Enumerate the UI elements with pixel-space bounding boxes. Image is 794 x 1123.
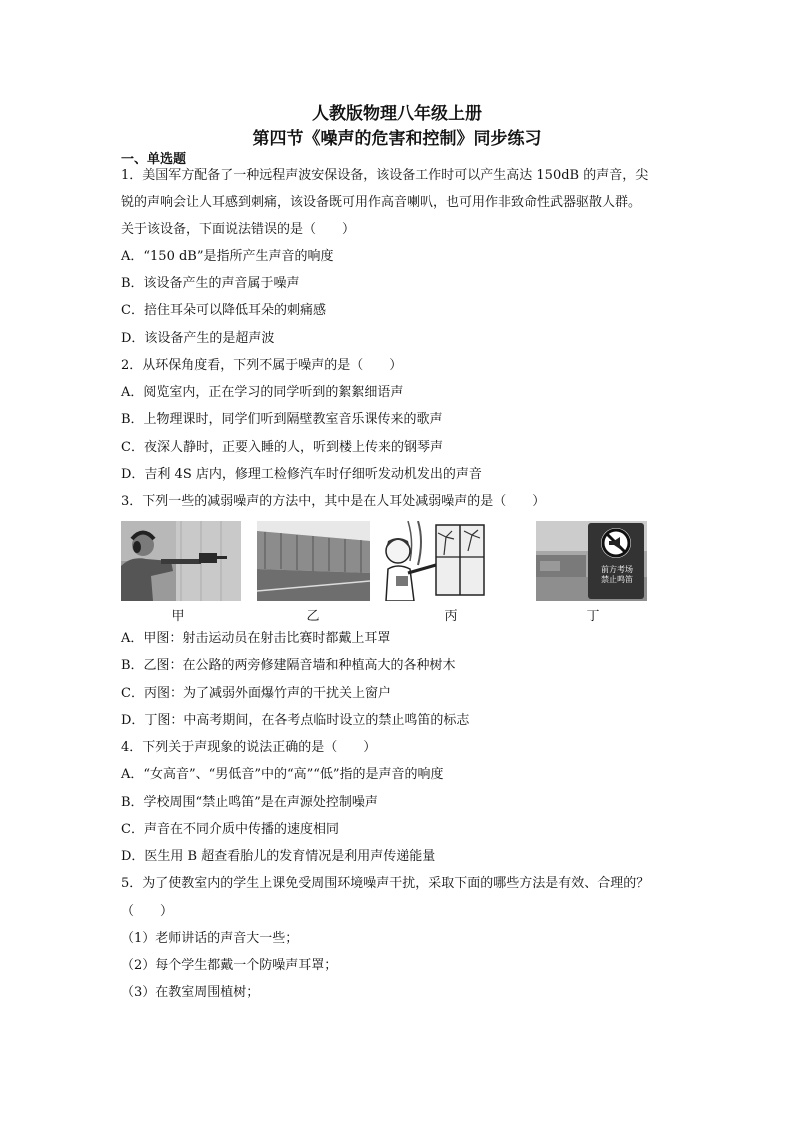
q3-option-d: D．丁图：中高考期间，在各考点临时设立的禁止鸣笛的标志 xyxy=(121,713,470,728)
q5-item-2: （2）每个学生都戴一个防噪声耳罩； xyxy=(121,958,338,973)
q5-item-1: （1）老师讲话的声音大一些； xyxy=(121,931,299,946)
q1-stem-line-3: 关于该设备，下面说法错误的是（ ） xyxy=(121,222,356,237)
q5-item-3: （3）在教室周围植树； xyxy=(121,985,260,1000)
caption-ding: 丁 xyxy=(586,609,600,624)
q1-option-b: B．该设备产生的声音属于噪声 xyxy=(121,276,300,291)
q5-stem: 5．为了使教室内的学生上课免受周围环境噪声干扰，采取下面的哪些方法是有效、合理的？ xyxy=(121,876,650,891)
sign-text xyxy=(594,565,640,585)
q2-stem: 2．从环保角度看，下列不属于噪声的是（ ） xyxy=(121,358,403,373)
q4-option-c: C．声音在不同介质中传播的速度相同 xyxy=(121,822,339,837)
q3-option-b: B．乙图：在公路的两旁修建隔音墙和种植高大的各种树木 xyxy=(121,658,456,673)
document-subtitle: 第四节《噪声的危害和控制》同步练习 xyxy=(252,129,542,149)
q3-stem: 3．下列一些的减弱噪声的方法中，其中是在人耳处减弱噪声的是（ ） xyxy=(121,494,546,509)
highway-barrier-photo xyxy=(257,521,370,601)
q1-stem-line-1: 1．美国军方配备了一种远程声波安保设备，该设备工作时可以产生高达 150dB 的声音，尖 xyxy=(121,168,649,183)
sign-text-line-1: 前方考场 xyxy=(601,565,633,574)
no-honking-sign-photo xyxy=(536,521,647,601)
q2-option-a: A．阅览室内，正在学习的同学听到的絮絮细语声 xyxy=(121,385,404,400)
q4-option-b: B．学校周围“禁止鸣笛”是在声源处控制噪声 xyxy=(121,795,378,810)
q5-stem-continued: （ ） xyxy=(121,904,174,919)
sign-text-line-2: 禁止鸣笛 xyxy=(601,575,633,584)
q1-option-a: A．“150 dB”是指所产生声音的响度 xyxy=(121,249,334,264)
q4-stem: 4．下列关于声现象的说法正确的是（ ） xyxy=(121,740,377,755)
shooter-photo xyxy=(121,521,241,601)
q1-option-c: C．掊住耳朵可以降低耳朵的刺痛感 xyxy=(121,303,326,318)
q3-option-a: A．甲图：射击运动员在射击比赛时都戴上耳罩 xyxy=(121,631,391,646)
cartoon-window-illustration xyxy=(378,521,488,601)
caption-yi: 乙 xyxy=(306,609,320,624)
q1-stem-line-2: 锐的声响会让人耳感到刺痛，该设备既可用作高音喇叭，也可用作非致命性武器驱散人群。 xyxy=(121,195,642,210)
q1-option-d: D．该设备产生的是超声波 xyxy=(121,331,275,346)
document-title: 人教版物理八年级上册 xyxy=(312,104,482,124)
caption-jia: 甲 xyxy=(171,609,185,624)
section-heading: 一、单选题 xyxy=(121,152,187,167)
q2-option-b: B．上物理课时，同学们听到隔壁教室音乐课传来的歌声 xyxy=(121,412,443,427)
caption-bing: 丙 xyxy=(444,609,458,624)
q2-option-c: C．夜深人静时，正要入睡的人，听到楼上传来的钢琴声 xyxy=(121,440,443,455)
q4-option-a: A．“女高音”、“男低音”中的“高”“低”指的是声音的响度 xyxy=(121,767,444,782)
q2-option-d: D．吉利 4S 店内，修理工检修汽车时仔细听发动机发出的声音 xyxy=(121,467,482,482)
q3-option-c: C．丙图：为了减弱外面爆竹声的干扰关上窗户 xyxy=(121,686,391,701)
q4-option-d: D．医生用 B 超查看胎儿的发育情况是利用声传递能量 xyxy=(121,849,436,864)
